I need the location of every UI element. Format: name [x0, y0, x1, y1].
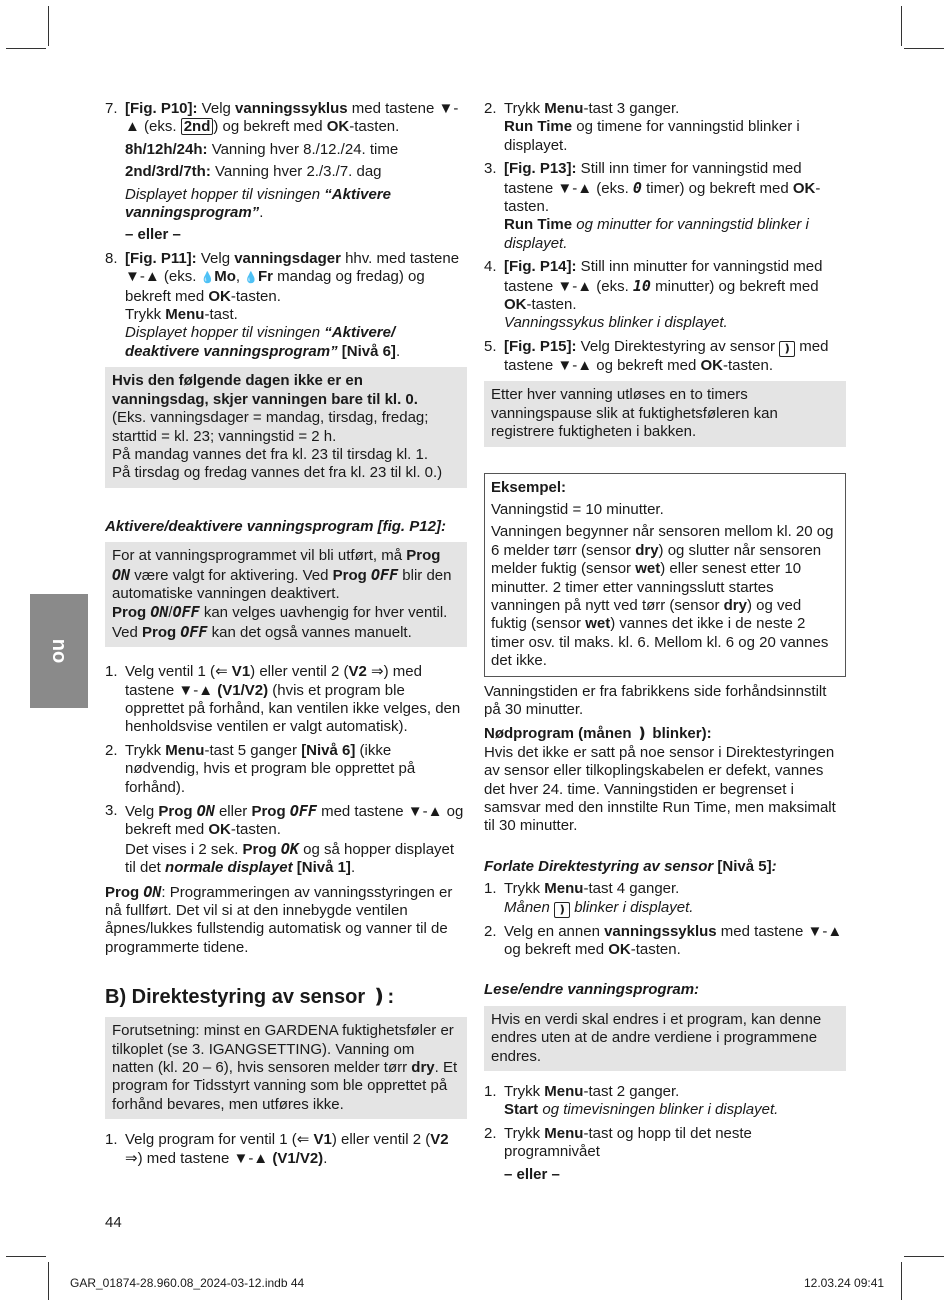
- text: -tasten.: [230, 821, 281, 839]
- text: vanningsdager: [234, 249, 341, 267]
- text: Menu: [165, 306, 205, 324]
- text: [Nivå 5]: [713, 857, 772, 875]
- text: Det vises i 2 sek.: [125, 840, 243, 858]
- text: ,: [235, 268, 245, 286]
- text: -tasten.: [722, 356, 773, 374]
- list-number: 1.: [484, 880, 497, 898]
- text: wet: [585, 615, 611, 633]
- text: -tasten.: [630, 941, 681, 959]
- text: ) eller senest etter 10 minutter. 2 timer etter vanningsslutt startes vanningen på nytt ved tørr (sensor: [491, 560, 802, 614]
- lcd-text: ON: [196, 802, 215, 820]
- text: være valgt for aktivering. Ved: [130, 566, 333, 584]
- list-item-8: [105, 250, 467, 361]
- right-column: [484, 100, 846, 1189]
- lcd-text: OFF: [371, 565, 399, 584]
- list-item-2: [484, 100, 846, 155]
- arrow-keys-icon: ▼-▲: [407, 803, 443, 820]
- text: dry: [411, 1059, 435, 1077]
- figure-ref: [Fig. P14]:: [504, 258, 577, 276]
- text: Velg: [196, 249, 235, 267]
- text: OK: [792, 179, 816, 197]
- note-box: Etter hver vanning utløses en to timers vanningspause slik at fuktighetsføleren kan registrere fuktigheten i bakken.: [484, 381, 846, 446]
- text: Prog: [112, 604, 147, 622]
- text: Prog: [142, 623, 177, 641]
- list-item-2: [484, 923, 846, 960]
- text: timer) og bekreft med: [641, 179, 793, 197]
- example-box: [484, 473, 846, 677]
- text: -tasten.: [349, 118, 400, 136]
- text: Hvis den følgende dagen ikke er en vanningsdag, skjer vanningen bare til kl. 0.: [112, 372, 418, 408]
- list-number: 3.: [484, 160, 497, 178]
- arrow-keys-icon: ▼-▲: [125, 268, 160, 286]
- text: Velg program for ventil 1 (: [125, 1131, 297, 1149]
- list-item-4: [484, 258, 846, 333]
- text: Vanningen begynner når sensoren mellom kl. 20 og 6 melder tørr (sensor: [491, 523, 834, 559]
- left-arrow-icon: ⇐: [215, 663, 228, 681]
- list-item-3: [484, 160, 846, 253]
- text: (eks.: [592, 277, 633, 295]
- language-tab-label: no: [48, 638, 71, 664]
- or-separator: – eller –: [504, 1165, 560, 1183]
- text: Menu: [544, 100, 584, 117]
- key-icon: 2nd: [181, 118, 214, 135]
- text: ) eller ventil 2 (: [331, 1131, 431, 1149]
- text: Vanning hver 2./3./7. dag: [210, 163, 382, 181]
- text: Displayet hopper til visningen: [125, 185, 325, 203]
- list-item-2: [484, 1125, 846, 1184]
- note-box: [105, 367, 467, 487]
- section-heading-direct: [105, 985, 467, 1009]
- lcd-text: 0: [632, 178, 642, 197]
- text: normale displayet: [165, 859, 293, 877]
- text: Prog: [105, 883, 140, 901]
- text: 8h/12h/24h:: [125, 140, 208, 158]
- text: -tast og hopp til det neste programnivået: [504, 1124, 752, 1161]
- text: dry: [723, 596, 747, 614]
- figure-ref: [Fig. P11]:: [125, 249, 197, 267]
- text: Velg Direktestyring av sensor: [576, 337, 780, 355]
- text: ) og bekreft med: [213, 118, 327, 136]
- text: Run Time: [504, 216, 573, 234]
- text: Hvis det ikke er satt på noe sensor i Direktestyringen av sensor eller tilkoplingskabelen er defekt, vannes det hver 24. time. Vanningstiden er begrenset i samsvar med den innstilte Run Time, men maksimalt til 30 minutter.: [484, 743, 836, 835]
- text: med tastene: [347, 100, 439, 117]
- text: .: [395, 342, 401, 360]
- list-item-1: [484, 1083, 846, 1120]
- text: ) med tastene: [125, 663, 422, 699]
- text: vanningssyklus: [604, 922, 717, 940]
- text: ) og ved fuktig (sensor: [491, 596, 802, 633]
- text-line: [112, 603, 460, 642]
- list-item-1: [105, 1131, 467, 1168]
- text: med tastene: [716, 922, 808, 940]
- text: ) med tastene: [137, 1149, 234, 1167]
- lcd-text: OK: [280, 839, 299, 858]
- section-heading: Aktivere/deaktivere vanningsprogram [fig. P12]:: [105, 517, 446, 535]
- left-arrow-icon: ⇐: [296, 1131, 310, 1149]
- section-heading: [484, 858, 846, 876]
- list-item-5: [484, 338, 846, 375]
- text: Velg ventil 1 (: [125, 663, 216, 681]
- list-number: 2.: [484, 1124, 497, 1142]
- text: . Et program for Tidsstyrt vanning som ble opprettet på forhånd bevares, men utføres ikke.: [112, 1059, 458, 1113]
- text-line: [125, 840, 467, 878]
- list-number: 1.: [105, 1131, 118, 1149]
- text: Trykk: [504, 100, 545, 117]
- footer-date: 12.03.24 09:41: [804, 1276, 885, 1290]
- list-item-1: [105, 663, 467, 737]
- text: Prog: [242, 840, 277, 858]
- text: mandag og fredag) og bekreft med: [125, 268, 425, 305]
- text: Still inn minutter for vanningstid med tastene: [504, 258, 823, 295]
- text: OK: [504, 296, 527, 314]
- arrow-keys-icon: ▼-▲: [807, 922, 843, 940]
- press-menu: [125, 306, 467, 324]
- text: -tasten.: [526, 296, 577, 314]
- text: og bekreft med: [592, 356, 701, 374]
- text: -tast 5 ganger: [204, 741, 302, 759]
- text: ) vannes det ikke i de neste 2 timer osv. til maks. kl. 6. Mellom kl. 6 og 20 vannes det ikke.: [491, 615, 829, 670]
- text: og bekreft med: [504, 941, 609, 959]
- crop-mark: [901, 1262, 902, 1300]
- list-item-2: [105, 742, 467, 797]
- figure-ref: [Fig. P15]:: [504, 337, 577, 355]
- list-number: 3.: [105, 802, 118, 819]
- list-number: 1.: [484, 1083, 497, 1101]
- text: [Nivå 1]: [292, 859, 351, 877]
- moon-icon: ❫: [635, 725, 649, 743]
- arrow-keys-icon: ▼-▲: [178, 681, 214, 699]
- right-arrow-icon: ⇒: [125, 1149, 138, 1167]
- text: (V1/V2): [213, 681, 269, 699]
- text: vanningssyklus: [235, 100, 348, 117]
- text: (eks.: [592, 179, 633, 197]
- text: Trykk: [504, 880, 545, 898]
- text: : Programmeringen av vanningsstyringen er nå fullført. Det vil si at den innebygde ventilen åpnes/lukkes fullstendig automatisk og vanner til de programmerte tidene.: [105, 883, 453, 956]
- crop-mark: [901, 6, 902, 46]
- page-number: 44: [105, 1214, 122, 1231]
- text: Trykk: [504, 1083, 545, 1101]
- text: 2nd/3rd/7th:: [125, 163, 211, 181]
- text: OK: [326, 118, 350, 136]
- text: Velg: [125, 803, 159, 820]
- text: Menu: [544, 1083, 584, 1101]
- text: med tastene: [504, 337, 829, 374]
- footer-file: GAR_01874-28.960.08_2024-03-12.indb 44: [70, 1276, 305, 1290]
- list-item-3: [105, 802, 467, 878]
- arrow-keys-icon: ▼-▲: [233, 1149, 269, 1167]
- text: .: [259, 204, 264, 222]
- text: Prog: [158, 803, 193, 820]
- figure-ref: [Fig. P13]:: [504, 160, 577, 178]
- text: eller: [214, 803, 252, 820]
- text: kan velges uavhengig for hver ventil. Ved: [112, 604, 448, 641]
- example-heading: Eksempel:: [491, 478, 567, 496]
- text: ) eller ventil 2 (: [250, 663, 349, 681]
- text-line: [491, 523, 839, 670]
- text: [Nivå 6]: [301, 741, 356, 759]
- text: (ikke nødvendig, hvis et program ble opprettet på forhånd).: [125, 741, 416, 796]
- text: Vanning hver 8./12./24. time: [207, 140, 399, 158]
- text: hhv. med tastene: [340, 249, 460, 267]
- text: Trykk: [125, 306, 166, 324]
- list-number: 7.: [105, 100, 118, 117]
- text: Prog: [406, 547, 441, 565]
- list-number: 5.: [484, 337, 497, 355]
- text: med tastene: [316, 803, 408, 820]
- crop-mark: [904, 48, 944, 49]
- moon-icon: ❫: [370, 986, 388, 1009]
- text: Forlate Direktestyring av sensor: [484, 857, 714, 875]
- text: -tast.: [204, 306, 238, 324]
- text-line: [504, 118, 846, 155]
- text: dry: [635, 541, 659, 559]
- text: wet: [635, 560, 661, 578]
- lcd-text: OFF: [289, 802, 317, 820]
- text: Velg: [197, 100, 236, 117]
- figure-ref: [Fig. P10]:: [125, 100, 198, 117]
- text: -tast 4 ganger.: [583, 880, 680, 898]
- display-note: [125, 186, 467, 223]
- text: blinker i displayet.: [570, 898, 694, 916]
- lcd-text: ON: [150, 603, 169, 622]
- list-number: 2.: [484, 922, 497, 940]
- text: og timevisningen blinker i displayet.: [538, 1101, 779, 1119]
- text-line: [504, 216, 846, 253]
- text: :: [387, 986, 395, 1009]
- lcd-text: OFF: [180, 622, 208, 641]
- list-number: 2.: [484, 100, 497, 117]
- text: B) Direktestyring av sensor: [105, 986, 366, 1009]
- text: ) og slutter når sensoren melder fuktig (sensor: [491, 541, 822, 578]
- list-number: 4.: [484, 258, 497, 276]
- text: (Eks. vanningsdager = mandag, tirsdag, fredag; starttid = kl. 23; vanningstid = 2 h.: [112, 409, 429, 445]
- text: Menu: [544, 880, 584, 898]
- text: Displayet hopper til visningen: [125, 324, 325, 342]
- text: minutter) og bekreft med: [650, 277, 819, 295]
- water-drop-icon: 💧: [244, 272, 258, 285]
- moon-icon: ❫: [554, 902, 570, 918]
- text: V2: [348, 663, 372, 681]
- crop-mark: [904, 1256, 944, 1257]
- water-drop-icon: 💧: [200, 272, 215, 285]
- text: V1: [227, 663, 251, 681]
- crop-mark: [48, 6, 49, 46]
- list-number: 1.: [105, 663, 118, 681]
- text: Still inn timer for vanningstid med tastene: [504, 160, 802, 197]
- section-heading: Lese/endre vanningsprogram:: [484, 981, 700, 999]
- text-line: [504, 899, 846, 918]
- text: .: [350, 859, 356, 877]
- note-box: [105, 542, 467, 647]
- text: og timene for vanningstid blinker i displayet.: [504, 118, 800, 154]
- text: og så hopper displayet til det: [125, 840, 455, 877]
- text: Menu: [165, 741, 205, 759]
- text: -tast 2 ganger.: [583, 1083, 680, 1101]
- text: Start: [504, 1101, 539, 1119]
- text: “Aktivere/ deaktivere vanningsprogram”: [125, 324, 396, 360]
- text: -tasten.: [504, 179, 821, 216]
- text: Mo: [214, 268, 236, 286]
- display-note: [125, 324, 467, 361]
- moon-icon: ❫: [779, 341, 795, 357]
- text: -tasten.: [230, 287, 281, 305]
- text: OK: [208, 287, 231, 305]
- text: .: [323, 1149, 328, 1167]
- note-box: [105, 1017, 467, 1119]
- left-column: [105, 100, 467, 1173]
- lcd-text: ON: [112, 565, 131, 584]
- arrow-keys-icon: ▼-▲: [557, 356, 593, 374]
- text: kan det også vannes manuelt.: [207, 623, 412, 641]
- text: -tast 3 ganger.: [583, 100, 680, 117]
- text: For at vanningsprogrammet vil bli utført, må: [112, 547, 407, 565]
- right-arrow-icon: ⇒: [371, 663, 384, 681]
- text: Forutsetning: minst en GARDENA fuktighetsføler er tilkoplet (se 3. IGANGSETTING). Vanning om natten (kl. 20 – 6), hvis sensoren melder tørr: [112, 1022, 454, 1077]
- text: :: [771, 857, 777, 875]
- text: Nødprogram (månen: [484, 725, 636, 743]
- lcd-text: ON: [143, 882, 162, 901]
- lcd-text: 10: [632, 276, 651, 295]
- text: På tirsdag og fredag vannes det fra kl. 23 til kl. 0.): [112, 464, 443, 482]
- text: og minutter for vanningstid blinker i displayet.: [504, 216, 809, 252]
- text: Fr: [257, 268, 273, 286]
- language-tab: [30, 594, 88, 708]
- or-separator: – eller –: [125, 226, 181, 244]
- note-box: Hvis en verdi skal endres i et program, kan denne endres uten at de andre verdiene i programmene endres.: [484, 1006, 846, 1071]
- crop-mark: [6, 48, 46, 49]
- arrow-keys-icon: ▼-▲: [557, 277, 593, 295]
- text: OK: [700, 356, 723, 374]
- list-item-1: [484, 880, 846, 917]
- text: V2: [430, 1131, 449, 1149]
- list-item-7: [105, 100, 467, 245]
- text: blinker):: [648, 725, 712, 743]
- text: (V1/V2): [268, 1149, 324, 1167]
- list-number: 8.: [105, 249, 118, 267]
- text: V1: [309, 1131, 332, 1149]
- text: OK: [608, 941, 631, 959]
- option-hours: [125, 141, 467, 159]
- text: OK: [208, 821, 231, 839]
- text: Trykk: [125, 741, 166, 759]
- text: Velg en annen: [504, 922, 605, 940]
- text: /: [168, 604, 173, 622]
- text: Menu: [544, 1124, 584, 1142]
- emergency-heading: [484, 725, 846, 743]
- text: Trykk: [504, 1124, 545, 1142]
- text: Vanningssykus blinker i displayet.: [504, 314, 728, 332]
- text: (eks.: [139, 118, 181, 136]
- text: blir den automatiske vanningen deaktivert.: [112, 566, 452, 602]
- text: Vanningstid = 10 minutter.: [491, 500, 664, 518]
- text: Prog: [251, 803, 286, 820]
- option-days: [125, 163, 467, 181]
- arrow-keys-icon: ▼-▲: [557, 179, 593, 197]
- text: På mandag vannes det fra kl. 23 til tirsdag kl. 1.: [112, 445, 429, 463]
- lcd-text: OFF: [172, 603, 200, 622]
- arrow-keys-icon: ▼-▲: [125, 100, 459, 136]
- text: [Nivå 6]: [337, 342, 396, 360]
- text: Run Time: [504, 118, 573, 136]
- text: Vanningstiden er fra fabrikkens side forhåndsinnstilt på 30 minutter.: [484, 682, 827, 718]
- prog-on-paragraph: [105, 883, 467, 958]
- text: (eks.: [159, 268, 201, 286]
- crop-mark: [6, 1256, 46, 1257]
- text: Månen: [504, 898, 555, 916]
- text: Prog: [332, 566, 367, 584]
- text: “Aktivere vanningsprogram”: [125, 185, 391, 222]
- list-number: 2.: [105, 741, 118, 759]
- text: (hvis et program ble opprettet på forhånd, kan ventilen ikke velges, den henholdsvise ventilen er valgt automatisk).: [125, 681, 461, 736]
- text: og bekreft med: [125, 803, 464, 839]
- text-line: [504, 1101, 846, 1119]
- crop-mark: [48, 1262, 49, 1300]
